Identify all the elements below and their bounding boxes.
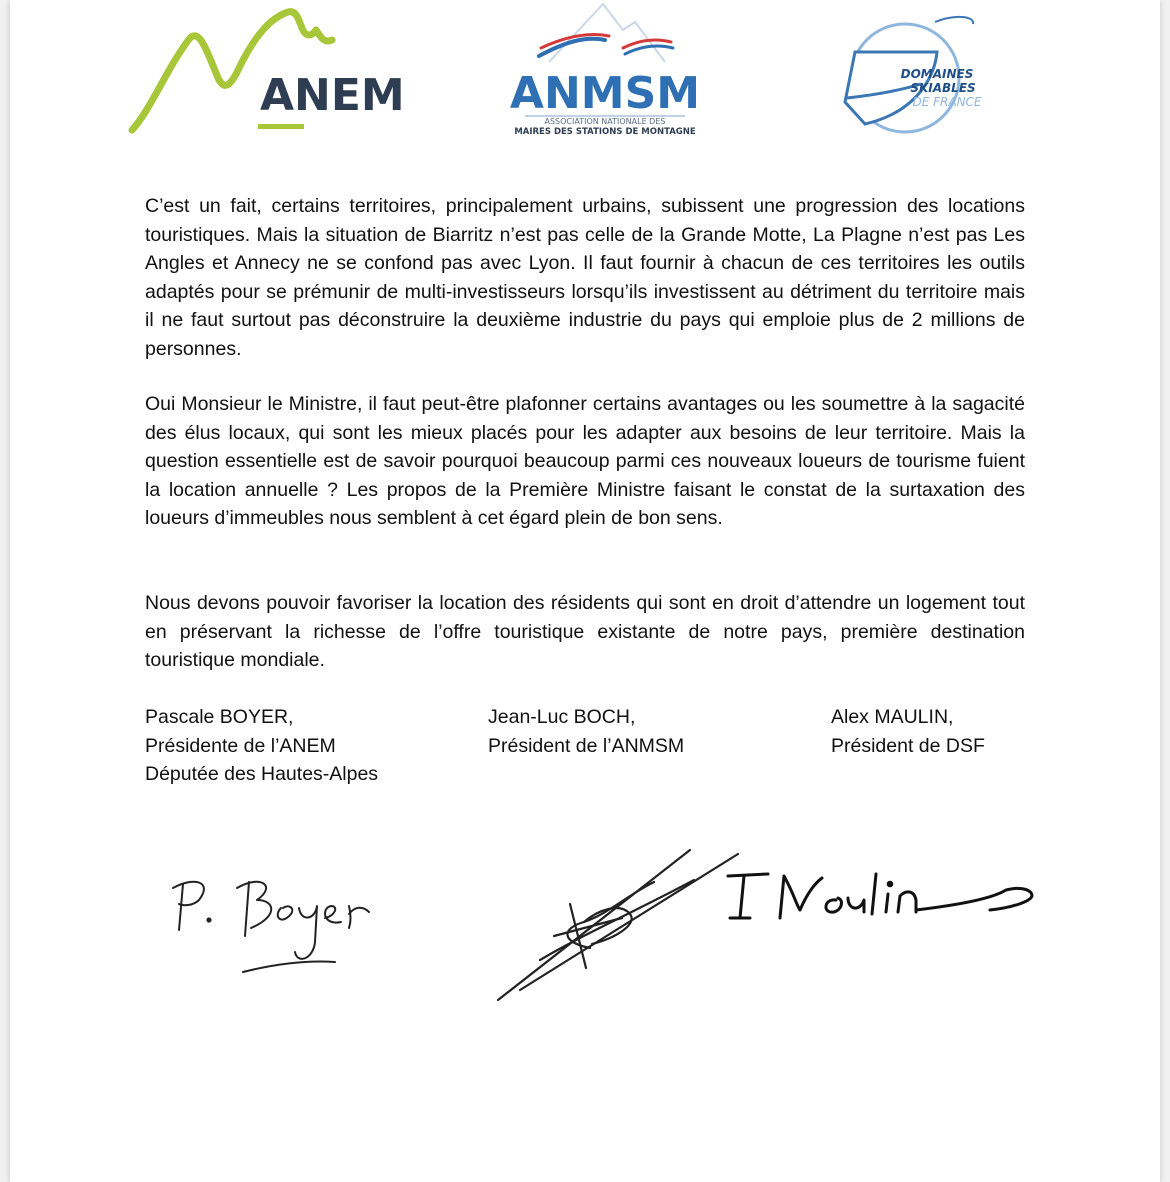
signatory-name: Alex MAULIN,	[831, 706, 954, 728]
dsf-logo	[825, 12, 995, 137]
anmsm-subtitle-2: MAIRES DES STATIONS DE MONTAGNE	[514, 127, 696, 137]
paragraph-2: Oui Monsieur le Ministre, il faut peut-être plafonner certains avantages ou les soumettre à la sagacité des élus locaux, qui sont les mieux placés pour les adapter aux besoins de leur territoire. Mais la question essentielle est de savoir pourquoi beaucoup parmi ces nouveaux loueurs de tourisme fuient la location annuelle ? Les propos de la Première Ministre faisant le constat de la surtaxation des loueurs d’immeubles nous semblent à cet égard plein de bon sens.	[145, 393, 1025, 530]
signature-maulin	[710, 860, 1040, 930]
signatory-boyer	[145, 703, 378, 789]
paragraph-1: C’est un fait, certains territoires, principalement urbains, subissent une progression des locations touristiques. Mais la situation de Biarritz n’est pas celle de la Grande Motte, La Plagne n’est pas Les Angles et Annecy ne se confond pas avec Lyon. Il faut fournir à chacun de ces territoires les outils adaptés pour se prémunir de multi-investisseurs lorsqu’ils investissent au détriment du territoire mais il ne faut surtout pas déconstruire la deuxième industrie du pays qui emploie plus de 2 millions de personnes.	[145, 195, 1025, 360]
anem-logo-text: ANEM	[260, 70, 405, 121]
signatory-name: Pascale BOYER,	[145, 706, 294, 728]
signatory-name: Jean-Luc BOCH,	[488, 706, 636, 728]
dsf-logo-line1: DOMAINES	[900, 67, 974, 81]
signatory-extra: Députée des Hautes-Alpes	[145, 763, 379, 786]
anmsm-logo-text: ANMSM	[509, 68, 701, 119]
dsf-logo-line2: SKIABLES	[910, 81, 976, 95]
signatory-boch	[488, 703, 684, 760]
signature-boyer	[165, 860, 395, 985]
signatory-maulin	[831, 703, 985, 760]
signatory-role: Président de DSF	[831, 734, 985, 757]
signatory-role: Président de l’ANMSM	[488, 734, 685, 757]
anmsm-subtitle-1: ASSOCIATION NATIONALE DES	[544, 117, 666, 126]
anem-logo	[120, 6, 440, 136]
anmsm-logo	[505, 0, 705, 140]
letter-page	[10, 0, 1160, 1182]
dsf-logo-line3: DE FRANCE	[912, 95, 982, 109]
signatory-role: Présidente de l’ANEM	[145, 734, 336, 757]
paragraph-3: Nous devons pouvoir favoriser la location des résidents qui sont en droit d’attendre un logement tout en préservant la richesse de l’offre touristique existante de notre pays, première destination touristique mondiale.	[145, 592, 1025, 672]
